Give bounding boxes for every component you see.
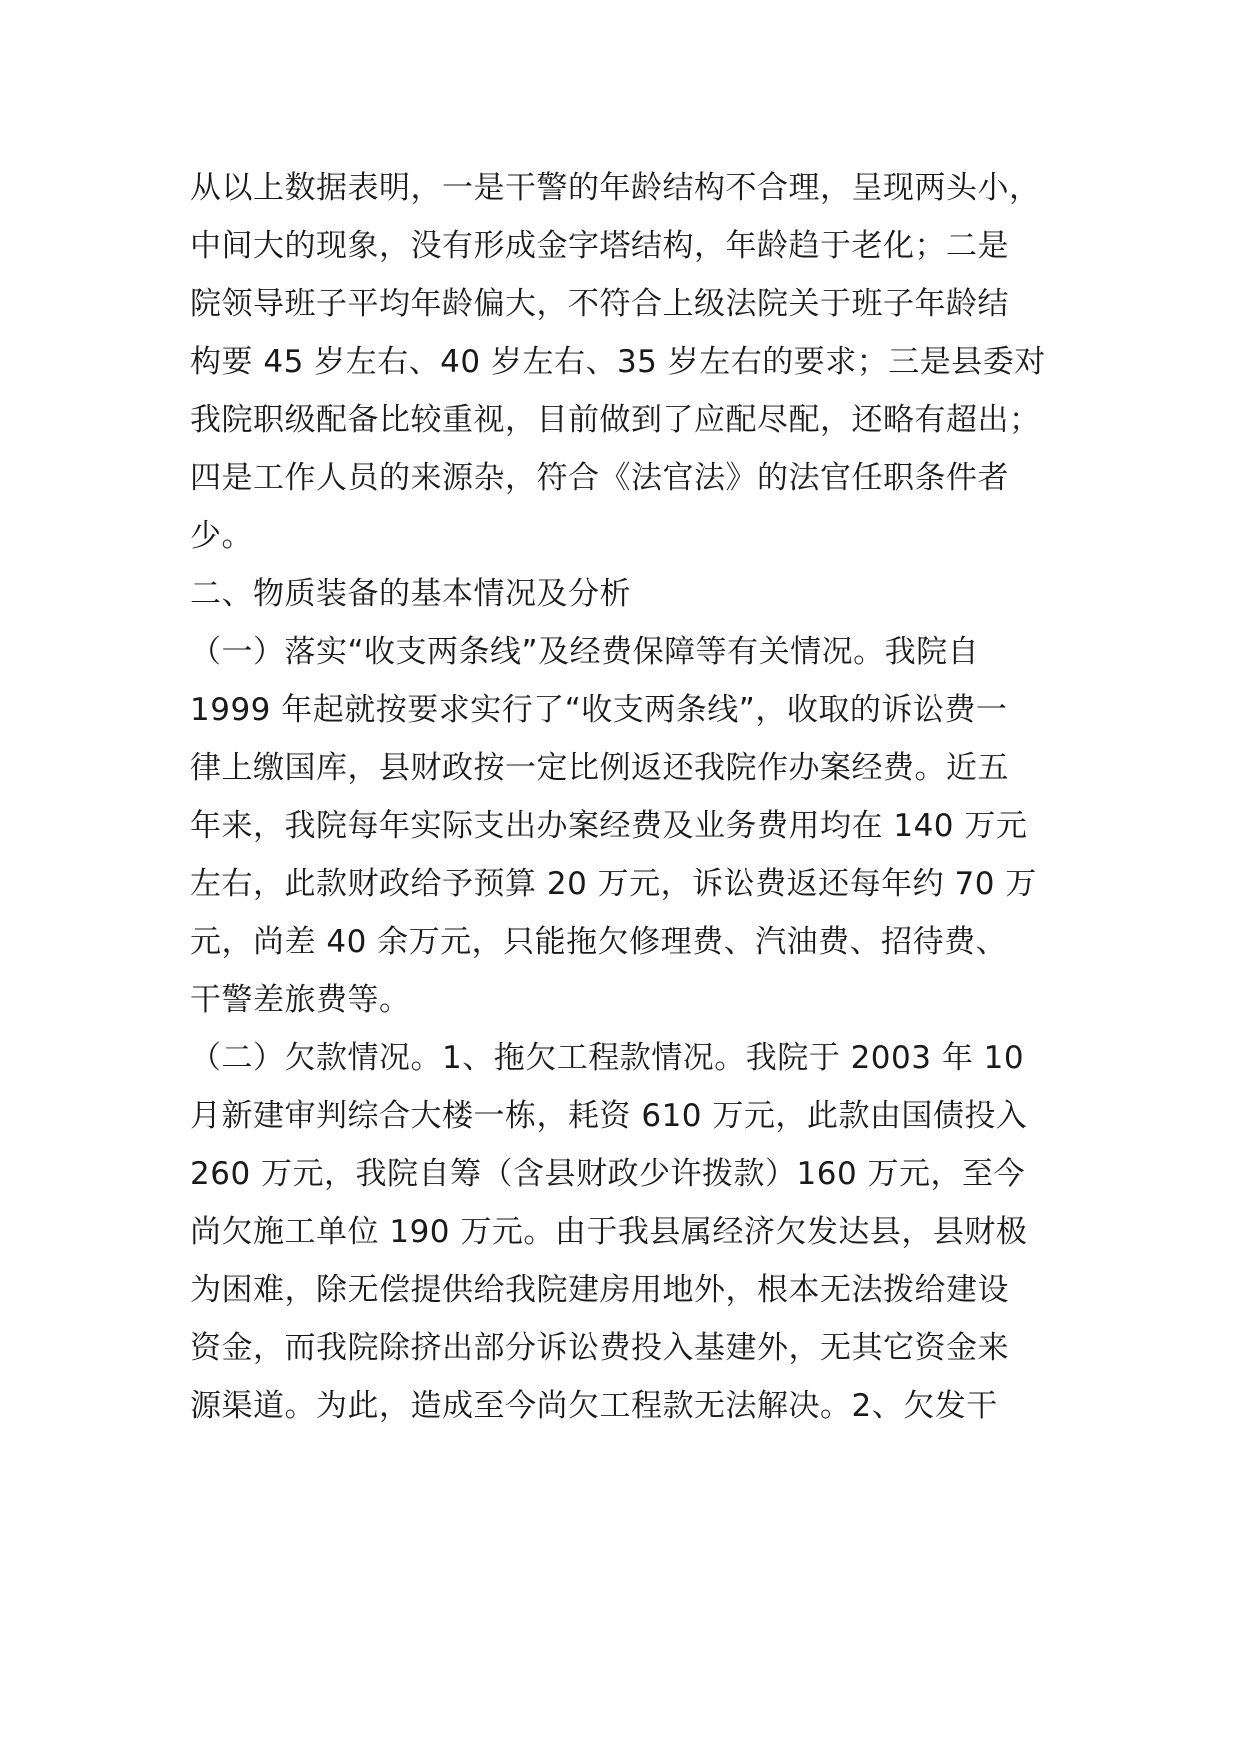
- document-body: [190, 159, 1070, 1435]
- text-line: （一）落实“收支两条线”及经费保障等有关情况。我院自: [190, 634, 980, 670]
- text-line: 月新建审判综合大楼一栋，耗资 610 万元，此款由国债投入: [190, 1098, 1028, 1134]
- text-line: 源渠道。为此，造成至今尚欠工程款无法解决。2、欠发干: [190, 1388, 998, 1424]
- text-line: 构要 45 岁左右、40 岁左右、35 岁左右的要求；三是县委对: [190, 344, 1046, 380]
- text-line: 四是工作人员的来源杂，符合《法官法》的法官任职条件者: [190, 460, 1009, 496]
- text-line: 尚欠施工单位 190 万元。由于我县属经济欠发达县，县财极: [190, 1214, 1028, 1250]
- text-line: 为困难，除无偿提供给我院建房用地外，根本无法拨给建设: [190, 1272, 1009, 1308]
- text-line: （二）欠款情况。1、拖欠工程款情况。我院于 2003 年 10: [190, 1040, 1025, 1076]
- text-line: 260 万元，我院自筹（含县财政少许拨款）160 万元，至今: [190, 1156, 1026, 1192]
- text-line: 干警差旅费等。: [190, 982, 411, 1018]
- text-line: 元，尚差 40 余万元，只能拖欠修理费、汽油费、招待费、: [190, 924, 1008, 960]
- text-line: 院领导班子平均年龄偏大，不符合上级法院关于班子年龄结: [190, 286, 1009, 322]
- section-heading: 二、物质装备的基本情况及分析: [190, 576, 631, 612]
- text-line: 我院职级配备比较重视，目前做到了应配尽配，还略有超出；: [190, 402, 1041, 438]
- text-line: 左右，此款财政给予预算 20 万元，诉讼费返还每年约 70 万: [190, 866, 1037, 902]
- text-line: 资金，而我院除挤出部分诉讼费投入基建外，无其它资金来: [190, 1330, 1009, 1366]
- text-line: 少。: [190, 518, 253, 554]
- text-line: 年来，我院每年实际支出办案经费及业务费用均在 140 万元: [190, 808, 1028, 844]
- text-line: 律上缴国库，县财政按一定比例返还我院作办案经费。近五: [190, 750, 1009, 786]
- text-line: 1999 年起就按要求实行了“收支两条线”，收取的诉讼费一: [190, 692, 1008, 728]
- text-line: 从以上数据表明，一是干警的年龄结构不合理，呈现两头小，: [190, 170, 1041, 206]
- text-line: 中间大的现象，没有形成金字塔结构，年龄趋于老化；二是: [190, 228, 1009, 264]
